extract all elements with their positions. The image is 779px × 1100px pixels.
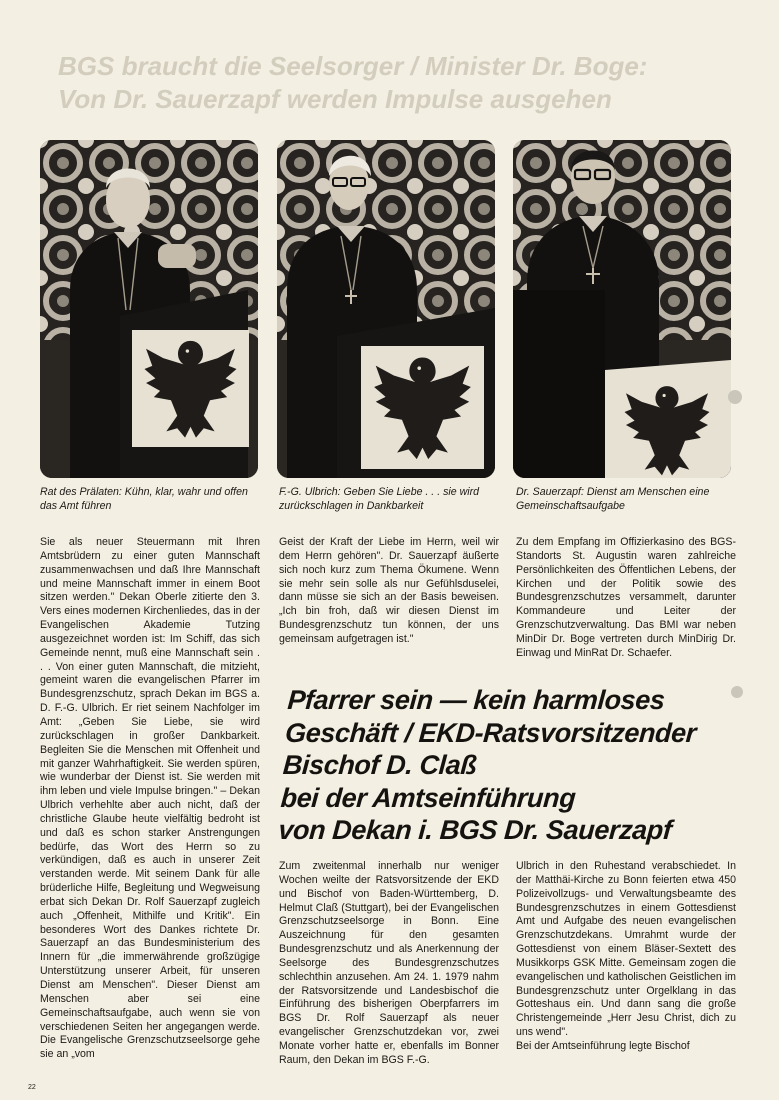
article-column-3-bottom xyxy=(516,860,736,1054)
column-3-bottom-text-2: Bei der Amtseinführung legte Bischof xyxy=(516,1039,690,1052)
page-number: 22 xyxy=(28,1084,36,1091)
bleed-through-title xyxy=(58,50,758,120)
article-column-1 xyxy=(40,536,260,1062)
print-speck xyxy=(728,390,742,404)
column-3-bottom-text: Ulbrich in den Ruhestand verabschiedet. In der Matthäi-Kirche zu Bonn feierten etwa 450 Polizeivollzugs- und Verwaltungsbeamte des Bundesgrenzschutzes in einem Gottesdienst Amt und Aufgabe des neuen evangelischen Grenzschutzdekans. Umrahmt wurde der Gottesdienst von einem Bläser-Sextett des Musikkorps GSK Mitte. Gemeinsam zogen die evangelischen und katholischen Geistlichen im Bundesgrenzschutz unter Orgelklang in das Gotteshaus ein. Und dann sang die große Christengemeinde „Herr Jesu Christ, dich zu uns wend". xyxy=(516,860,736,1039)
article-headline xyxy=(277,684,758,847)
column-3-top-text: Zu dem Empfang im Offizierkasino des BGS-Standorts St. Augustin waren zahlreiche Persönlichkeiten des Öffentlichen Lebens, der Kirchen und der Politik sowie des Bundesgrenzschutzes versammelt, darunter Kommandeure und Leiter der Grenzschutzverwaltung. Das BMI war neben MinDir Dr. Boge vertreten durch MinDirig Dr. Einwag und MinRat Dr. Schaefer. xyxy=(516,536,736,659)
column-1-text: Sie als neuer Steuermann mit Ihren Amtsbrüdern zu einer guten Mannschaft zusammenwachsen und daß Ihre Mannschaft und meine Mannschaft immer in einem Boot sitzen werden." Dekan Oberle zitierte den 3. Vers eines modernen Kirchenliedes, das in der Evangelischen Akademie Tutzing ausgezeichnet worden ist: Im Schiff, das sich Gemeinde nennt, muß eine Mannschaft sein . . . Von einer guten Mannschaft, die mitzieht, gemeint waren die evangelischen Pfarrer im Bundesgrenzschutz, sprach Dekan im BGS a. D. F.-G. Ulbrich. Er riet seinem Nachfolger im Amt: „Geben Sie Liebe, sie wird zurückschlagen in großer Dankbarkeit. Begleiten Sie die Menschen mit Offenheit und mit ganzer Wahrhaftigkeit. Sie werden spüren, wie wunderbar der Dienst ist. Sie werden mit ihm leben und viele Impulse bringen." – Dekan Ulbrich verhehlte aber auch nicht, daß der christliche Glaube heute vielfältig bedroht ist und daß es schon starker Anstrengungen bedürfe, das Wort des Herrn so zu verkündigen, daß es auch in unserer Zeit verstanden werde. Mit seinem Dank für alle brüderliche Hilfe, Begleitung und Wegweisung erbat sich Dekan Dr. Rolf Sauerzapf zugleich auch „Offenheit, Mithilfe und Kritik". Ein besonderes Wort des Dankes richtete Dr. Sauerzapf an das Bundesministerium des Innern für „die immerwährende großzügige Unterstützung unserer Arbeit, für unseren Dienst am Menschen". Dieser Dienst am Menschen aber sei eine Gemeinschaftsaufgabe, auch wenn sie von verschiedenen Seiten her angegangen werde. Die Evangelische Grenzschutzseelsorge gehe sie an „vom xyxy=(40,536,260,1061)
caption-photo-1: Rat des Prälaten: Kühn, klar, wahr und offen das Amt führen xyxy=(40,486,248,512)
photo-ulbrich xyxy=(277,140,495,478)
headline-line-3: Bischof D. Claß xyxy=(281,750,478,781)
column-2-top-text: Geist der Kraft der Liebe im Herrn, weil wir dem Herrn gehören". Dr. Sauerzapf äußerte sich noch kurz zum Thema Ökumene. Wenn sie mehr sein solle als nur Gefühlsduselei, dann müsse sie sich an der Basis beweisen. „Ich bin froh, daß wir diesen Dienst im Bundesgrenzschutz tun können, der uns gemeinsam aufgetragen ist." xyxy=(279,536,499,645)
article-column-2-top xyxy=(279,536,499,647)
article-column-2-bottom xyxy=(279,860,499,1068)
photo-prelate xyxy=(40,140,258,478)
bleed-title-line-1: BGS braucht die Seelsorger / Minister Dr. Boge: xyxy=(58,51,648,81)
caption-photo-3: Dr. Sauerzapf: Dienst am Menschen eine Gemeinschaftsaufgabe xyxy=(516,486,710,512)
headline-line-2: Geschäft / EKD-Ratsvorsitzender xyxy=(284,717,698,748)
bleed-title-line-2: Von Dr. Sauerzapf werden Impulse ausgehen xyxy=(58,84,612,114)
headline-line-1: Pfarrer sein — kein harmloses xyxy=(286,685,666,715)
photo-sauerzapf xyxy=(513,140,731,478)
headline-line-4: bei der Amtseinführung xyxy=(279,782,577,813)
print-speck xyxy=(731,686,743,698)
article-column-3-top xyxy=(516,536,736,661)
headline-line-5: von Dekan i. BGS Dr. Sauerzapf xyxy=(277,815,673,846)
column-2-bottom-text: Zum zweitenmal innerhalb nur weniger Wochen weilte der Ratsvorsitzende der EKD und Bischof von Baden-Württemberg, D. Helmut Claß (Stuttgart), bei der Evangelischen Grenzschutzseelsorge in Bonn. Eine Auszeichnung für den gesamten Bundesgrenzschutz und als Anerkennung der Seelsorge des Bundesgrenzschutzes schlechthin anzusehen. Am 24. 1. 1979 nahm der Ratsvorsitzende und Landesbischof die Einführung des bisherigen Oberpfarrers im BGS Dr. Rolf Sauerzapf als neuer evangelischer Grenzschutzdekan vor, zwei Monate vorher hatte er, ebenfalls im Bonner Raum, den Dekan im BGS F.-G. xyxy=(279,860,499,1066)
caption-photo-2: F.-G. Ulbrich: Geben Sie Liebe . . . sie wird zurückschlagen in Dankbarkeit xyxy=(279,486,479,512)
